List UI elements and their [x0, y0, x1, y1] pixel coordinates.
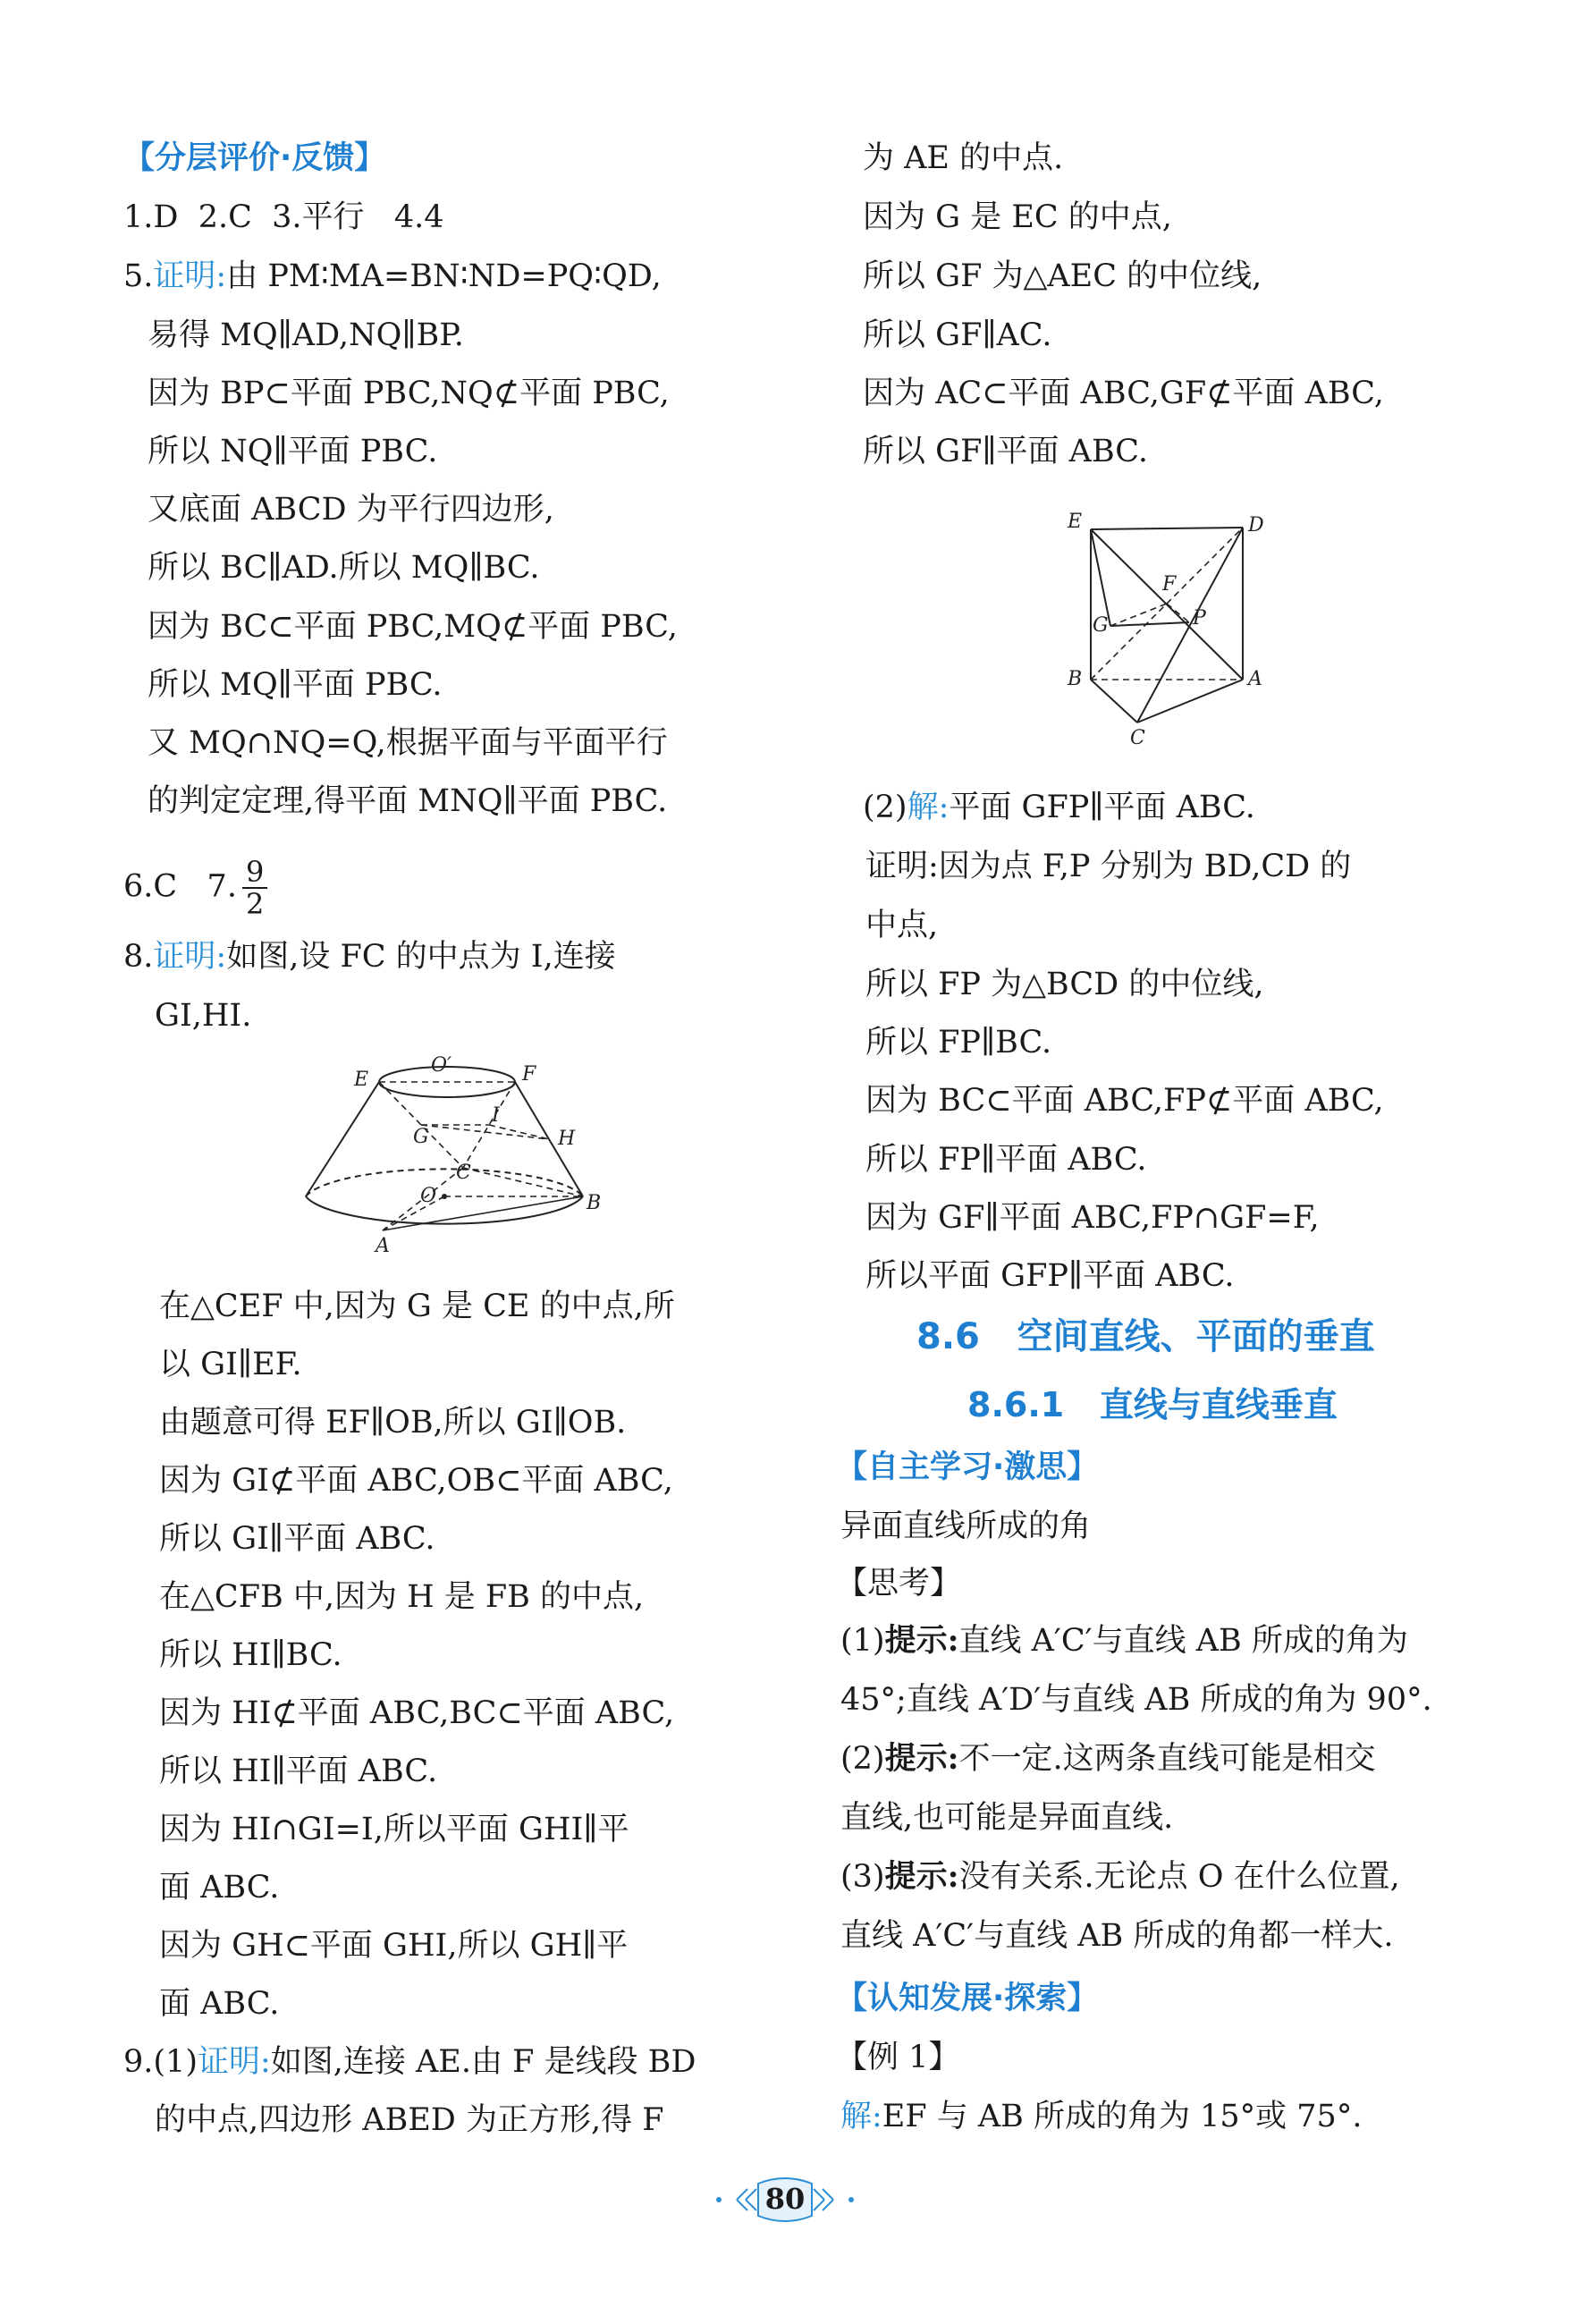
hint-label: 提示: — [884, 1622, 959, 1659]
example-1-heading: 【例 1】 — [836, 2040, 960, 2075]
text-line: GI,HI. — [155, 998, 252, 1034]
proof-label: 证明: — [153, 939, 227, 975]
label-A: A — [376, 1235, 390, 1257]
text-line: 在△CFB 中,因为 H 是 FB 的中点, — [159, 1579, 645, 1615]
text-line: 所以 HI∥平面 ABC. — [159, 1754, 438, 1789]
text-line: 所以 BC∥AD.所以 MQ∥BC. — [148, 550, 540, 586]
hint-text: 没有关系.无论点 O 在什么位置, — [958, 1859, 1400, 1895]
q9-line — [123, 2040, 696, 2084]
text-line: 所以 FP∥BC. — [865, 1025, 1052, 1061]
heading-number: 8.6.1 — [967, 1385, 1065, 1424]
text-line: 所以 GF∥AC. — [863, 317, 1052, 353]
text-line: 直线,也可能是异面直线. — [840, 1800, 1174, 1836]
text-line: 的判定定理,得平面 MNQ∥平面 PBC. — [148, 783, 668, 819]
hint-number: (3) — [840, 1859, 885, 1895]
text-line: 易得 MQ∥AD,NQ∥BP. — [148, 317, 464, 353]
hint-label: 提示: — [884, 1740, 959, 1777]
label-O-prime: O′ — [431, 1054, 452, 1077]
text-line: 为 AE 的中点. — [863, 140, 1064, 176]
text-line: 因为 GI⊄平面 ABC,OB⊂平面 ABC, — [159, 1463, 673, 1499]
text-line: 所以平面 GFP∥平面 ABC. — [865, 1258, 1235, 1294]
fraction-numerator: 9 — [242, 857, 267, 889]
hint-text: 不一定.这两条直线可能是相交 — [958, 1741, 1376, 1777]
think-heading: 【思考】 — [836, 1566, 962, 1601]
label-F: F — [522, 1063, 536, 1086]
label-B: B — [587, 1192, 602, 1214]
q5-text: 由 PM∶MA=BN∶ND=PQ∶QD, — [226, 258, 662, 294]
part2-text: 平面 GFP∥平面 ABC. — [949, 790, 1255, 825]
text-line: 因为 GF∥平面 ABC,FP∩GF=F, — [865, 1200, 1320, 1236]
label-I: I — [492, 1104, 500, 1127]
section-explore-heading: 【认知发展·探索】 — [836, 1981, 1099, 2016]
label-D: D — [1248, 514, 1264, 537]
text-line: 所以 GI∥平面 ABC. — [159, 1521, 435, 1557]
section-feedback-heading: 【分层评价·反馈】 — [123, 140, 386, 176]
proof-label: 证明: — [153, 258, 227, 294]
text-line: 直线 A′C′与直线 AB 所成的角都一样大. — [840, 1918, 1394, 1954]
q9-text: 如图,连接 AE.由 F 是线段 BD — [270, 2044, 696, 2080]
label-F: F — [1162, 573, 1177, 596]
text-line: 以 GI∥EF. — [159, 1347, 302, 1382]
text-line: 面 ABC. — [159, 1986, 280, 2022]
heading-number: 8.6 — [916, 1316, 980, 1357]
answers-1-4: 1.D 2.C 3.平行 4.4 — [123, 199, 444, 235]
section-self-study-heading: 【自主学习·激思】 — [836, 1449, 1099, 1485]
solution-label: 解: — [907, 790, 950, 825]
q9-number: 9.(1) — [123, 2044, 198, 2080]
label-H: H — [558, 1128, 576, 1150]
text-line: 面 ABC. — [159, 1870, 280, 1906]
text-line: 中点, — [865, 908, 939, 943]
section-heading-8-6 — [916, 1314, 1375, 1359]
text-line: 又底面 ABCD 为平行四边形, — [148, 492, 554, 528]
hint-2-line — [840, 1737, 1376, 1781]
text-line: 异面直线所成的角 — [840, 1508, 1092, 1544]
label-G: G — [1093, 614, 1109, 637]
text-line: 的中点,四边形 ABED 为正方形,得 F — [155, 2102, 664, 2138]
example-1-answer — [840, 2094, 1362, 2139]
part2-number: (2) — [863, 790, 907, 825]
q8-text: 如图,设 FC 的中点为 I,连接 — [226, 939, 616, 975]
text-line: 又 MQ∩NQ=Q,根据平面与平面平行 — [148, 725, 668, 761]
heading-text: 空间直线、平面的垂直 — [1017, 1316, 1375, 1357]
q5-line — [123, 254, 662, 299]
label-C: C — [1130, 727, 1145, 749]
text-line: 45°;直线 A′D′与直线 AB 所成的角为 90°. — [840, 1682, 1432, 1718]
answers-6-7-text: 6.C 7. — [123, 868, 237, 905]
answer-text: EF 与 AB 所成的角为 15°或 75°. — [882, 2099, 1363, 2134]
heading-text: 直线与直线垂直 — [1099, 1385, 1338, 1424]
hint-number: (1) — [840, 1623, 885, 1659]
q5-number: 5. — [123, 258, 154, 294]
text-line: 证明:因为点 F,P 分别为 BD,CD 的 — [865, 849, 1352, 884]
hint-text: 直线 A′C′与直线 AB 所成的角为 — [958, 1623, 1408, 1659]
text-line: 所以 GF 为△AEC 的中位线, — [863, 258, 1262, 294]
hint-3-line — [840, 1855, 1400, 1899]
text-line: 因为 HI⊄平面 ABC,BC⊂平面 ABC, — [159, 1695, 675, 1731]
text-line: 所以 FP 为△BCD 的中位线, — [865, 967, 1264, 1002]
answers-6-7 — [123, 857, 267, 919]
frustum-figure — [304, 1053, 617, 1268]
label-E: E — [354, 1069, 369, 1091]
solution-label: 解: — [840, 2099, 882, 2134]
hint-number: (2) — [840, 1741, 885, 1777]
proof-label: 证明: — [197, 2044, 271, 2080]
prism-figure — [1055, 501, 1279, 760]
text-line: 在△CEF 中,因为 G 是 CE 的中点,所 — [159, 1289, 675, 1324]
text-line: 所以 FP∥平面 ABC. — [865, 1142, 1147, 1178]
text-line: 由题意可得 EF∥OB,所以 GI∥OB. — [159, 1405, 627, 1441]
fraction-denominator: 2 — [245, 887, 265, 921]
text-line: 因为 GH⊂平面 GHI,所以 GH∥平 — [159, 1928, 629, 1964]
text-line: 因为 AC⊂平面 ABC,GF⊄平面 ABC, — [863, 376, 1384, 411]
label-B: B — [1068, 668, 1083, 690]
hint-label: 提示: — [884, 1858, 959, 1895]
label-C: C — [456, 1162, 471, 1184]
label-E: E — [1068, 511, 1083, 533]
text-line: 所以 NQ∥平面 PBC. — [148, 434, 438, 469]
q8-line — [123, 934, 616, 979]
label-G: G — [413, 1126, 429, 1148]
part2-line — [863, 785, 1255, 830]
label-O: O — [420, 1185, 437, 1207]
text-line: 因为 BC⊂平面 ABC,FP⊄平面 ABC, — [865, 1083, 1384, 1119]
text-line: 所以 HI∥BC. — [159, 1637, 342, 1673]
text-line: 所以 MQ∥平面 PBC. — [148, 667, 443, 703]
hint-1-line — [840, 1618, 1408, 1663]
label-P: P — [1193, 607, 1206, 630]
q8-number: 8. — [123, 939, 154, 975]
text-line: 因为 G 是 EC 的中点, — [863, 199, 1172, 235]
section-heading-8-6-1 — [967, 1382, 1338, 1427]
text-line: 所以 GF∥平面 ABC. — [863, 434, 1148, 469]
text-line: 因为 BC⊂平面 PBC,MQ⊄平面 PBC, — [148, 609, 678, 645]
fraction-nine-halves — [242, 857, 267, 919]
text-line: 因为 BP⊂平面 PBC,NQ⊄平面 PBC, — [148, 376, 670, 411]
label-A: A — [1248, 668, 1262, 690]
page-number: 80 — [764, 2182, 806, 2216]
text-line: 因为 HI∩GI=I,所以平面 GHI∥平 — [159, 1812, 629, 1847]
